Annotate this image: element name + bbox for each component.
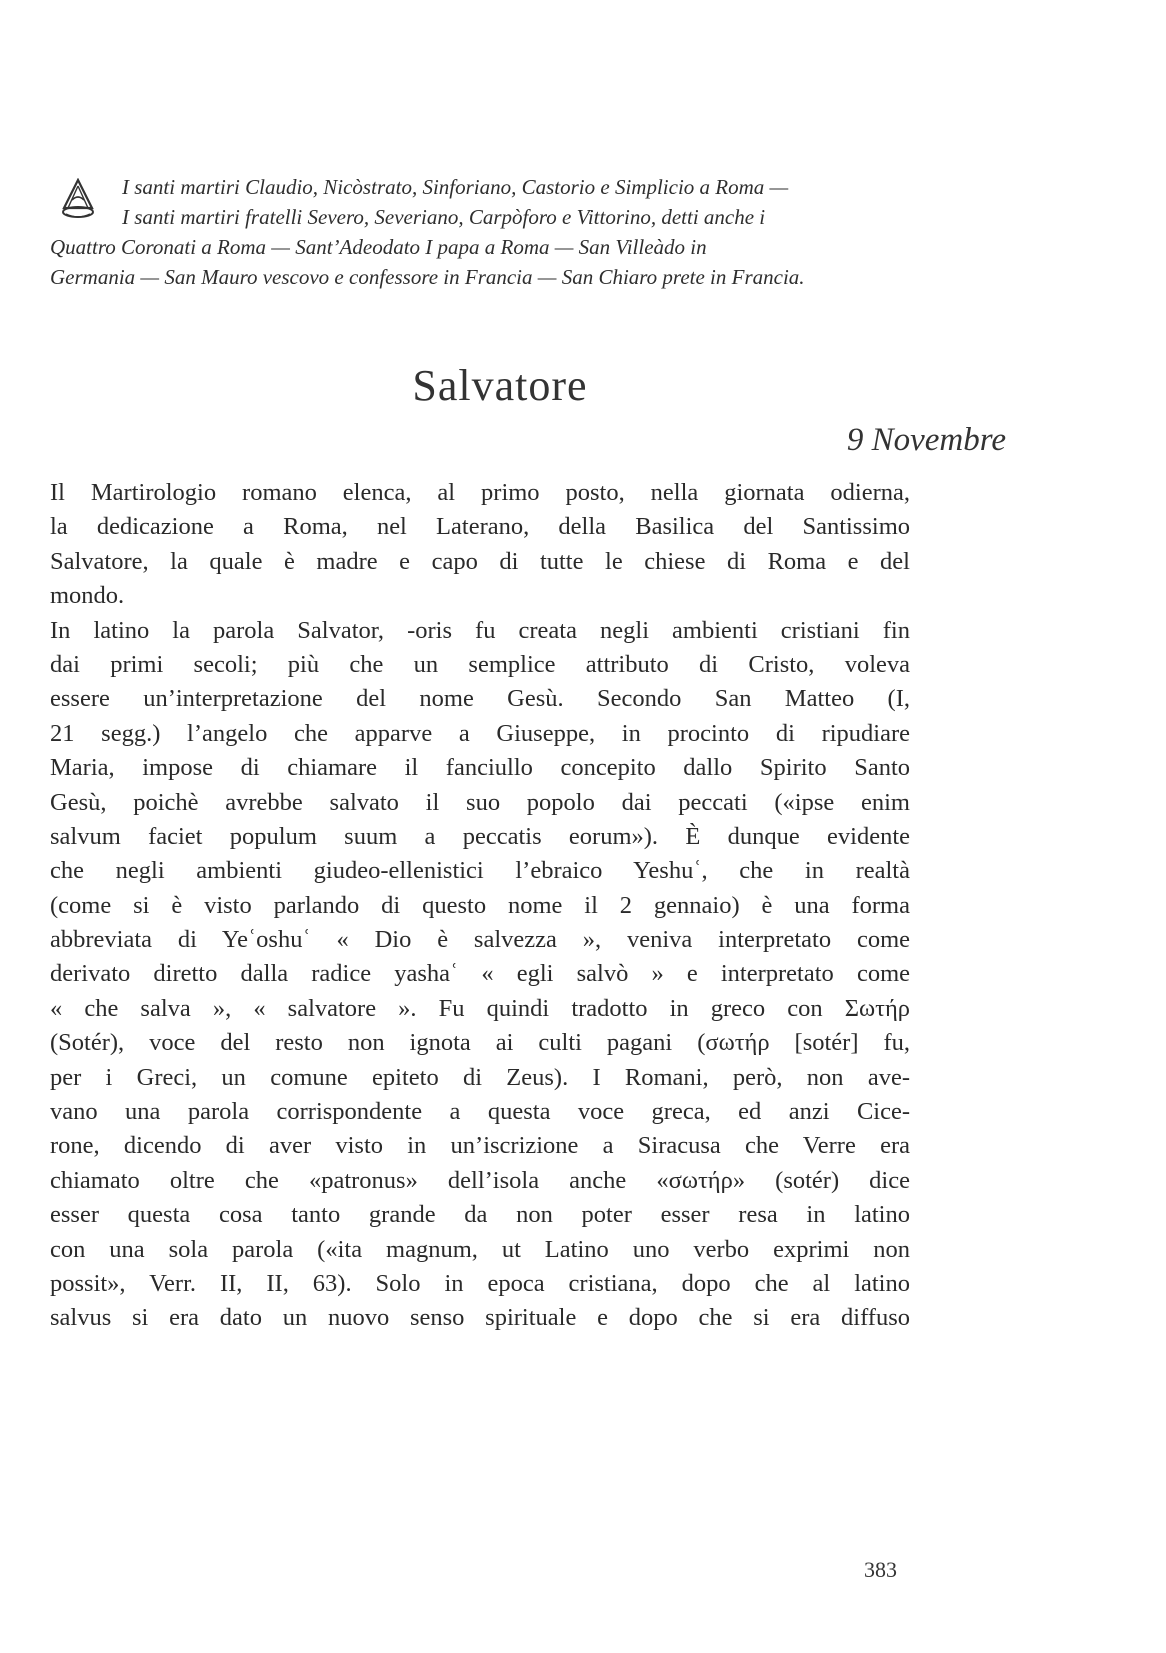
feast-date: 9 Novembre [846,422,1006,458]
page-number: 383 [864,1557,897,1582]
text-line: mondo. [50,582,125,610]
saints-line: I santi martiri Claudio, Nicòstrato, Sinforiano, Castorio e Simplicio a Roma — [122,175,789,199]
text-line: Il Martirologio romano elenca, al primo posto, nella giornata odierna, [50,479,910,506]
text-line: con una sola parola («ita magnum, ut Latino uno verbo exprimi non [50,1235,910,1263]
text-line: Gesù, poichè avrebbe salvato il suo popolo dai peccati («ipse enim [50,788,910,816]
text-line: chiamato oltre che «patronus» dell’isola anche «σωτήρ» (sotér) dice [50,1166,910,1194]
text-line: esser questa cosa tanto grande da non poter esser resa in latino [50,1201,910,1229]
decorative-emblem-icon [58,178,98,220]
text-line: (Sotér), voce del resto non ignota ai culti pagani (σωτήρ [sotér] fu, [50,1029,910,1057]
text-line: abbreviata di Yeʿoshuʿ « Dio è salvezza », veniva interpretato come [50,926,910,954]
saints-of-the-day [50,172,912,292]
text-line: dai primi secoli; più che un semplice attributo di Cristo, voleva [50,650,910,678]
text-line: (come si è visto parlando di questo nome il 2 gennaio) è una forma [50,891,910,919]
text-line: salvus si era dato un nuovo senso spirituale e dopo che si era diffuso [50,1304,910,1332]
text-line: derivato diretto dalla radice yashaʿ « egli salvò » e interpretato come [50,960,910,988]
text-line: Maria, impose di chiamare il fanciullo concepito dallo Spirito Santo [50,754,910,782]
saints-line: Germania — San Mauro vescovo e confessore in Francia — San Chiaro prete in Francia. [50,265,805,289]
text-line: per i Greci, un comune epiteto di Zeus). I Romani, però, non ave- [50,1063,910,1091]
page-title: Salvatore [412,361,588,410]
text-line: salvum faciet populum suum a peccatis eorum»). È dunque evidente [50,822,910,850]
saints-line: I santi martiri fratelli Severo, Severiano, Carpòforo e Vittorino, detti anche i [122,205,766,229]
text-line: la dedicazione a Roma, nel Laterano, della Basilica del Santissimo [50,513,910,541]
body-text [50,476,910,1336]
text-line: essere un’interpretazione del nome Gesù. Secondo San Matteo (I, [50,685,910,713]
text-line: vano una parola corrispondente a questa voce greca, ed anzi Cice- [50,1098,910,1126]
text-line: che negli ambienti giudeo-ellenistici l’ebraico Yeshuʿ, che in realtà [50,857,910,885]
text-line: Salvatore, la quale è madre e capo di tutte le chiese di Roma e del [50,547,910,575]
saints-line: Quattro Coronati a Roma — Sant’Adeodato I papa a Roma — San Villeàdo in [50,235,707,259]
text-line: 21 segg.) l’angelo che apparve a Giuseppe, in procinto di ripudiare [50,719,910,747]
text-line: possit», Verr. II, II, 63). Solo in epoca cristiana, dopo che al latino [50,1269,910,1297]
text-line: « che salva », « salvatore ». Fu quindi tradotto in greco con Σωτήρ [50,994,910,1022]
text-line: rone, dicendo di aver visto in un’iscrizione a Siracusa che Verre era [50,1132,910,1160]
text-line: In latino la parola Salvator, -oris fu creata negli ambienti cristiani fin [50,616,910,644]
